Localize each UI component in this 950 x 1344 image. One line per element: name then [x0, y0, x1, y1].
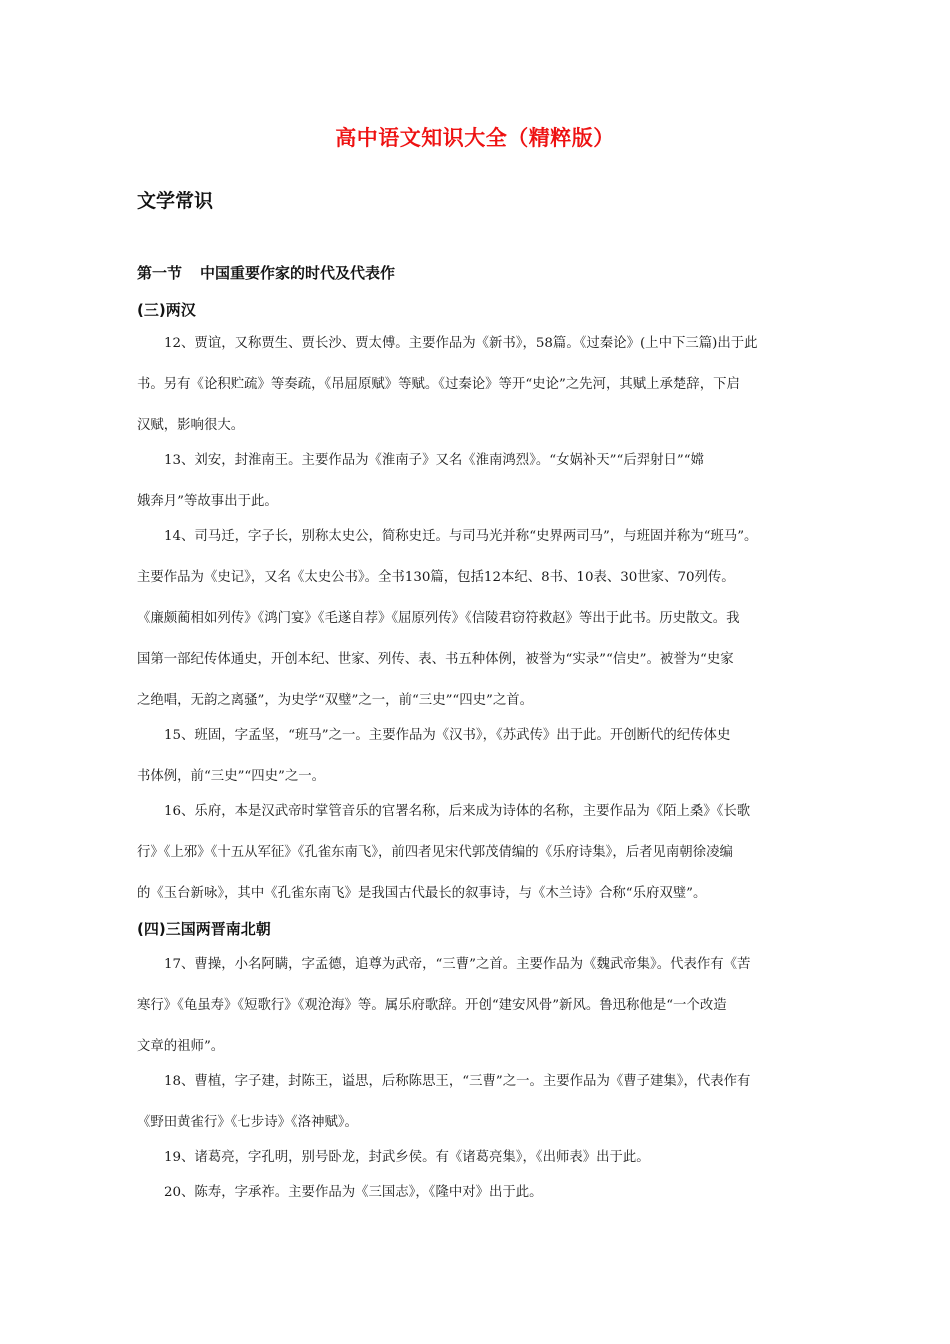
document-title: 高中语文知识大全（精粹版） [335, 126, 615, 150]
chapter-heading [137, 262, 395, 283]
paragraph-line: 12、贾谊，又称贾生、贾长沙、贾太傅。主要作品为《新书》，58篇。《过秦论》(上中下三篇)出于此 [164, 336, 758, 351]
paragraph-line: 13、刘安，封淮南王。主要作品为《淮南子》又名《淮南鸿烈》。“女娲补天”“后羿射日”“嫦 [164, 453, 705, 468]
section-heading: 文学常识 [137, 190, 214, 212]
paragraph-line: 文章的祖师”。 [137, 1039, 225, 1054]
paragraph-line: 之绝唱，无韵之离骚”，为史学“双璧”之一，前“三史”“四史”之首。 [137, 693, 534, 708]
paragraph-line: 14、司马迁，字子长，别称太史公，简称史迁。与司马光并称“史界两司马”，与班固并称为“班马”。 [164, 529, 758, 544]
chapter-title: 中国重要作家的时代及代表作 [200, 264, 396, 282]
paragraph-line: 18、曹植，字子建，封陈王，谥思，后称陈思王，“三曹”之一。主要作品为《曹子建集》，代表作有 [164, 1074, 751, 1089]
paragraph-line: 16、乐府，本是汉武帝时掌管音乐的官署名称，后来成为诗体的名称，主要作品为《陌上桑》《长歌 [164, 804, 751, 819]
paragraph-line: 《野田黄雀行》《七步诗》《洛神赋》。 [137, 1115, 358, 1130]
paragraph-line: 娥奔月”等故事出于此。 [137, 494, 278, 509]
chapter-prefix: 第一节 [137, 264, 183, 282]
subsection-heading-han: (三)两汉 [137, 301, 196, 319]
paragraph-line: 书体例，前“三史”“四史”之一。 [137, 769, 326, 784]
paragraph-line: 19、诸葛亮，字孔明，别号卧龙，封武乡侯。有《诸葛亮集》，《出师表》出于此。 [164, 1150, 650, 1165]
paragraph-line: 国第一部纪传体通史，开创本纪、世家、列传、表、书五种体例，被誉为“实录”“信史”。被誉为“史家 [137, 652, 734, 667]
paragraph-line: 寒行》《龟虽寿》《短歌行》《观沧海》等。属乐府歌辞。开创“建安风骨”新风。鲁迅称他是“一个改造 [137, 998, 727, 1013]
paragraph-line: 书。另有《论积贮疏》等奏疏，《吊屈原赋》等赋。《过秦论》等开“史论”之先河，其赋上承楚辞，下启 [137, 377, 740, 392]
paragraph-line: 17、曹操，小名阿瞒，字孟德，追尊为武帝，“三曹”之首。主要作品为《魏武帝集》。代表作有《苦 [164, 957, 751, 972]
paragraph-line: 《廉颇蔺相如列传》《鸿门宴》《毛遂自荐》《屈原列传》《信陵君窃符救赵》等出于此书。历史散文。我 [137, 611, 740, 626]
paragraph-line: 行》《上邪》《十五从军征》《孔雀东南飞》，前四者见宋代郭茂倩编的《乐府诗集》，后者见南朝徐凌编 [137, 845, 733, 860]
paragraph-line: 15、班固，字孟坚，“班马”之一。主要作品为《汉书》，《苏武传》出于此。开创断代的纪传体史 [164, 728, 731, 743]
subsection-heading-three-kingdoms: (四)三国两晋南北朝 [137, 920, 271, 938]
paragraph-line: 汉赋，影响很大。 [137, 418, 245, 433]
paragraph-line: 主要作品为《史记》，又名《太史公书》。全书130篇，包括12本纪、8书、10表、30世家、70列传。 [137, 570, 735, 585]
paragraph-line: 20、陈寿，字承祚。主要作品为《三国志》，《隆中对》出于此。 [164, 1185, 543, 1200]
paragraph-line: 的《玉台新咏》，其中《孔雀东南飞》是我国古代最长的叙事诗，与《木兰诗》合称“乐府双璧”。 [137, 886, 707, 901]
